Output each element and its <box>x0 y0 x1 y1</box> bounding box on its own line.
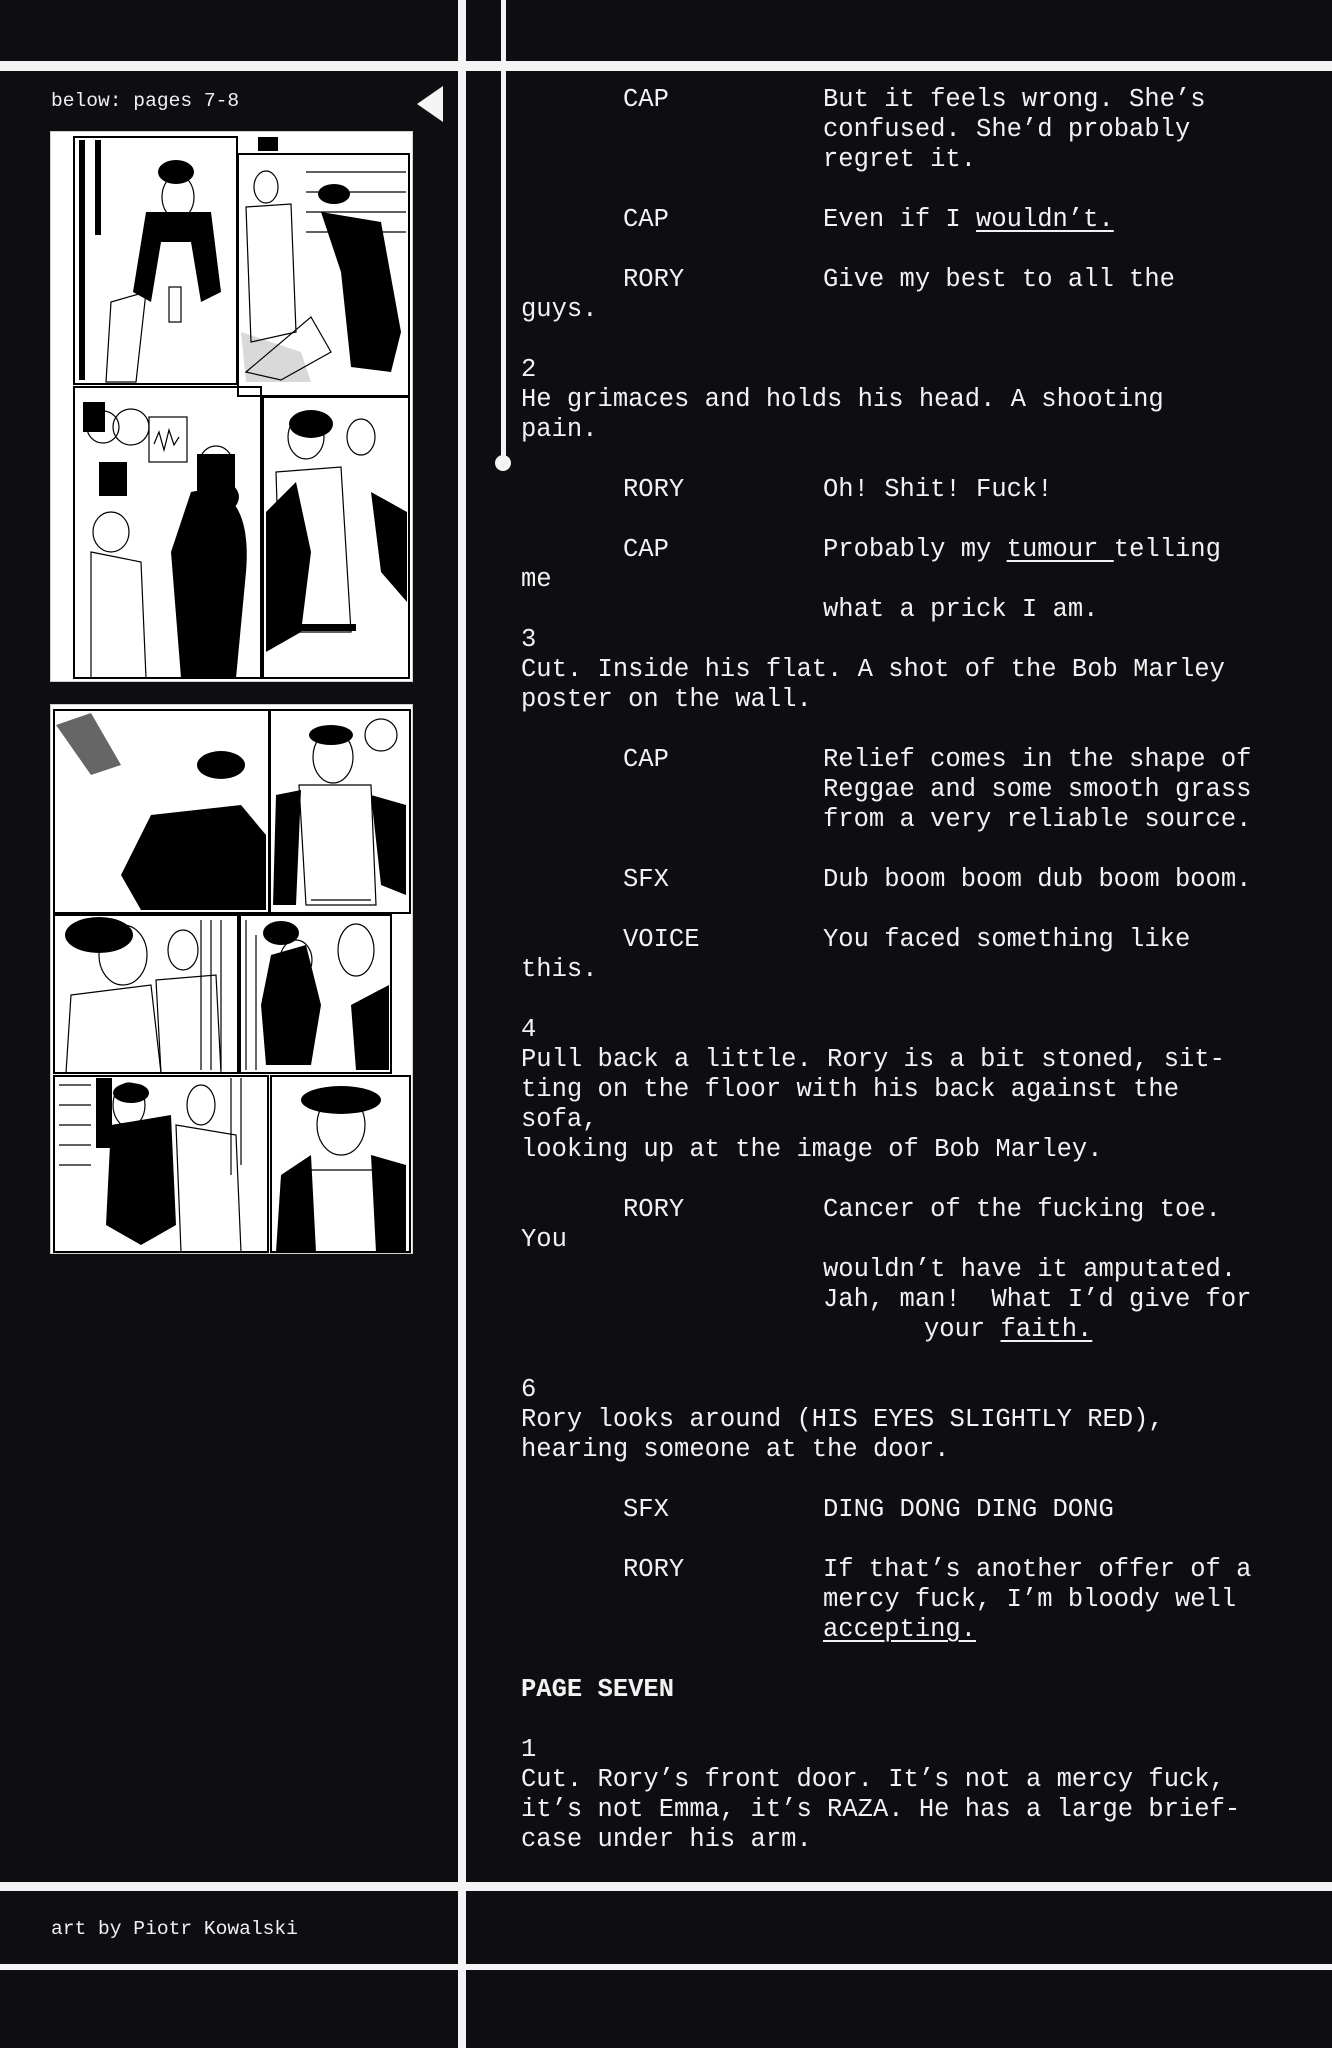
script-line-panel <box>521 355 1311 385</box>
dialog-words: Dub boom boom dub boom boom. <box>823 865 1252 894</box>
script-line-blank <box>521 1645 1311 1675</box>
dialog-text <box>823 475 1053 505</box>
script-line-action <box>521 1105 1311 1135</box>
script-line-cont <box>521 1285 1311 1315</box>
script-line-cont2 <box>521 1315 1311 1345</box>
script-line-panel <box>521 1015 1311 1045</box>
comic-page-art <box>51 705 414 1255</box>
script-line-blank <box>521 985 1311 1015</box>
bottom-rule <box>0 1964 1332 1970</box>
script-line-blank <box>521 1525 1311 1555</box>
dialog-text <box>823 85 1206 115</box>
script-line-action <box>521 1135 1311 1165</box>
dialog-words: Cancer of the fucking toe. <box>823 1195 1221 1224</box>
script-line-action <box>521 1045 1311 1075</box>
dialog-text <box>823 145 976 175</box>
action-text: Cut. Inside his flat. A shot of the Bob Marley <box>521 655 1225 684</box>
speaker-name: VOICE <box>623 925 700 954</box>
speaker-name: SFX <box>623 1495 669 1524</box>
dialog-words: wouldn’t have it amputated. <box>823 1255 1237 1284</box>
dialog-words: telling <box>1113 535 1221 564</box>
script-line-panel <box>521 1375 1311 1405</box>
action-text: me <box>521 565 552 594</box>
dialog-words: Probably my <box>823 535 1007 564</box>
page-heading: PAGE SEVEN <box>521 1675 675 1704</box>
top-rule <box>0 61 1332 71</box>
dialog-text <box>823 1495 1114 1525</box>
underlined-emphasis: tumour <box>1006 535 1114 564</box>
art-credit: art by Piotr Kowalski <box>51 1918 298 1940</box>
script-line-cont <box>521 115 1311 145</box>
speaker-name: CAP <box>623 535 669 564</box>
dialog-text <box>823 595 1098 625</box>
action-text: ting on the floor with his back against the <box>521 1075 1180 1104</box>
dialog-words: Jah, man! What I’d give for <box>823 1285 1252 1314</box>
underlined-emphasis: wouldn’t. <box>976 205 1114 234</box>
scroll-track-line[interactable] <box>501 0 506 61</box>
dialog-text <box>823 1285 1251 1315</box>
dialog-text <box>823 745 1251 775</box>
panel-number: 2 <box>521 355 537 384</box>
script-line-cont <box>521 1255 1311 1285</box>
page-8-thumbnail[interactable] <box>50 704 413 1254</box>
dialog-words: mercy fuck, I’m bloody well <box>823 1585 1237 1614</box>
dialog-text <box>823 115 1190 145</box>
panel-number: 1 <box>521 1735 537 1764</box>
dialog-words: confused. She’d probably <box>823 115 1191 144</box>
column-divider <box>458 0 466 2048</box>
script-line-blank <box>521 1345 1311 1375</box>
script-line-heading <box>521 1675 1311 1705</box>
speaker-name: RORY <box>623 1555 685 1584</box>
speaker-name: SFX <box>623 865 669 894</box>
dialog-words: what a prick I am. <box>823 595 1099 624</box>
script-line-blank <box>521 715 1311 745</box>
action-text: it’s not Emma, it’s RAZA. He has a large brief- <box>521 1795 1241 1824</box>
dialog-words: Reggae and some smooth grass <box>823 775 1252 804</box>
script-line-action <box>521 1405 1311 1435</box>
dialog-words: You faced something like <box>823 925 1191 954</box>
speaker-name: RORY <box>623 1195 685 1224</box>
script-line-action <box>521 655 1311 685</box>
script-line-dialog <box>521 265 1311 295</box>
script-line-blank <box>521 895 1311 925</box>
script-line-action <box>521 415 1311 445</box>
script-line-dialog <box>521 865 1311 895</box>
action-text: this. <box>521 955 598 984</box>
script-line-dialog <box>521 1195 1311 1225</box>
panel-number: 6 <box>521 1375 537 1404</box>
script-line-cont <box>521 1585 1311 1615</box>
dialog-words: Relief comes in the shape of <box>823 745 1252 774</box>
dialog-words: your <box>924 1315 1001 1344</box>
script-line-blank <box>521 325 1311 355</box>
script-line-blank <box>521 1705 1311 1735</box>
script-text <box>521 85 1311 1855</box>
script-line-dialog <box>521 535 1311 565</box>
speaker-name: CAP <box>623 85 669 114</box>
script-line-action <box>521 1795 1311 1825</box>
script-line-blank <box>521 1465 1311 1495</box>
scroll-position-marker[interactable] <box>495 455 511 471</box>
dialog-text <box>823 925 1190 955</box>
script-line-dialog <box>521 85 1311 115</box>
action-text: Rory looks around (HIS EYES SLIGHTLY RED), <box>521 1405 1164 1434</box>
comic-page-art <box>51 132 414 683</box>
dialog-text <box>823 535 1221 565</box>
dialog-text <box>823 205 1114 235</box>
script-line-action <box>521 955 1311 985</box>
script-line-panel <box>521 1735 1311 1765</box>
preview-label: below: pages 7-8 <box>51 90 240 112</box>
script-line-cont <box>521 595 1311 625</box>
dialog-words: Oh! Shit! Fuck! <box>823 475 1053 504</box>
underlined-emphasis: accepting. <box>823 1615 977 1644</box>
dialog-words: DING DONG DING DONG <box>823 1495 1114 1524</box>
script-line-blank <box>521 235 1311 265</box>
action-text: case under his arm. <box>521 1825 812 1854</box>
script-line-dialog <box>521 205 1311 235</box>
page-7-thumbnail[interactable] <box>50 131 413 682</box>
dialog-words: Even if I <box>823 205 977 234</box>
action-text: Cut. Rory’s front door. It’s not a mercy fuck, <box>521 1765 1225 1794</box>
script-line-cont <box>521 775 1311 805</box>
dialog-words: If that’s another offer of a <box>823 1555 1252 1584</box>
dialog-text <box>924 1315 1092 1345</box>
dialog-text <box>823 1615 976 1645</box>
action-text: You <box>521 1225 567 1254</box>
script-line-blank <box>521 445 1311 475</box>
action-text: pain. <box>521 415 598 444</box>
panel-number: 3 <box>521 625 537 654</box>
panel-number: 4 <box>521 1015 537 1044</box>
action-text: poster on the wall. <box>521 685 812 714</box>
dialog-text <box>823 1195 1221 1225</box>
action-text: guys. <box>521 295 598 324</box>
dialog-text <box>823 1255 1236 1285</box>
script-line-cont <box>521 805 1311 835</box>
script-line-dialog <box>521 475 1311 505</box>
script-line-action <box>521 685 1311 715</box>
script-line-dialog <box>521 1555 1311 1585</box>
script-line-action <box>521 295 1311 325</box>
script-line-dialog <box>521 745 1311 775</box>
action-text: He grimaces and holds his head. A shooting <box>521 385 1164 414</box>
dialog-text <box>823 265 1175 295</box>
script-line-blank <box>521 1165 1311 1195</box>
dialog-text <box>823 865 1251 895</box>
action-text: looking up at the image of Bob Marley. <box>521 1135 1103 1164</box>
script-line-blank <box>521 505 1311 535</box>
speaker-name: CAP <box>623 745 669 774</box>
script-line-action <box>521 385 1311 415</box>
dialog-words: But it feels wrong. She’s <box>823 85 1206 114</box>
script-line-cont <box>521 145 1311 175</box>
dialog-text <box>823 1585 1236 1615</box>
speaker-name: CAP <box>623 205 669 234</box>
script-line-action <box>521 565 1311 595</box>
script-line-action <box>521 1435 1311 1465</box>
script-line-blank <box>521 175 1311 205</box>
script-line-cont <box>521 1615 1311 1645</box>
middle-rule <box>0 1882 1332 1891</box>
script-line-panel <box>521 625 1311 655</box>
action-text: sofa, <box>521 1105 598 1134</box>
dialog-text <box>823 775 1251 805</box>
dialog-text <box>823 805 1251 835</box>
script-line-action <box>521 1765 1311 1795</box>
dialog-text <box>823 1555 1251 1585</box>
script-line-dialog <box>521 925 1311 955</box>
scroll-position-line[interactable] <box>501 71 506 461</box>
script-line-dialog <box>521 1495 1311 1525</box>
script-line-action <box>521 1225 1311 1255</box>
script-line-blank <box>521 835 1311 865</box>
dialog-words: Give my best to all the <box>823 265 1175 294</box>
script-line-action <box>521 1825 1311 1855</box>
speaker-name: RORY <box>623 265 685 294</box>
speaker-name: RORY <box>623 475 685 504</box>
triangle-left-icon[interactable] <box>417 86 443 122</box>
script-line-action <box>521 1075 1311 1105</box>
dialog-words: from a very reliable source. <box>823 805 1252 834</box>
action-text: Pull back a little. Rory is a bit stoned, sit- <box>521 1045 1225 1074</box>
underlined-emphasis: faith. <box>1000 1315 1093 1344</box>
action-text: hearing someone at the door. <box>521 1435 950 1464</box>
dialog-words: regret it. <box>823 145 977 174</box>
